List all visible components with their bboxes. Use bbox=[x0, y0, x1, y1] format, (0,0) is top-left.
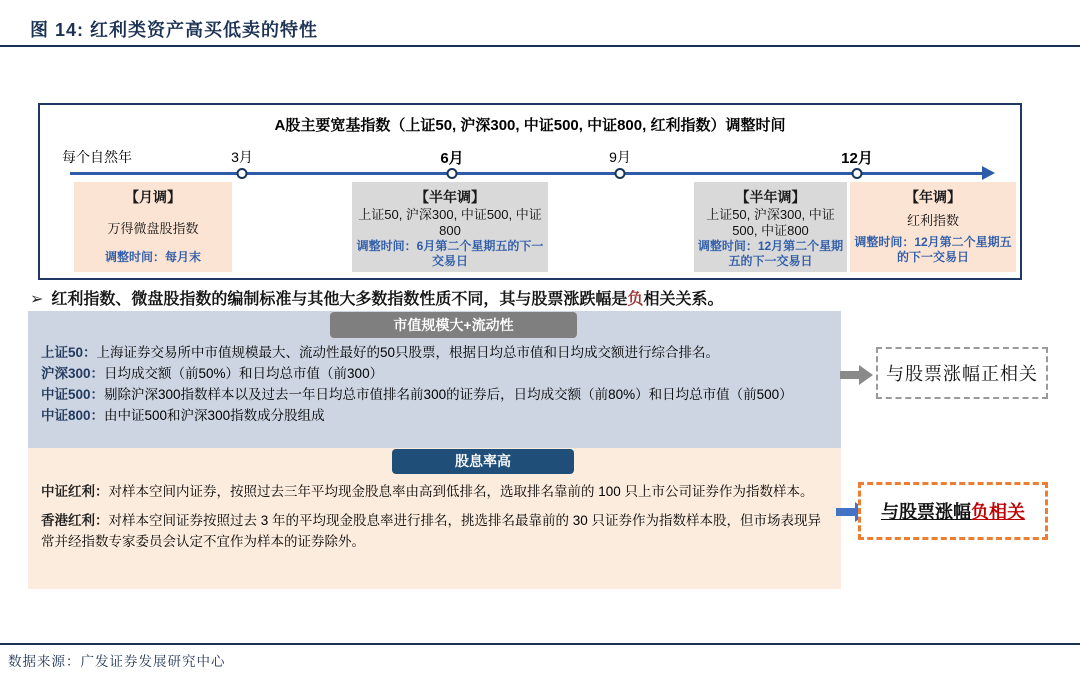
index-name: 沪深300： bbox=[41, 366, 105, 382]
index-description: 对样本空间证券按照过去 3 年的平均现金股息率进行排名，挑选排名最靠前的 30 只证券作为指数样本股，但市场表现异常并经指数专家委员会认定不宜作为样本的证券除外。 bbox=[41, 513, 822, 549]
negative-correlation-callout bbox=[858, 482, 1048, 540]
bullet-arrow-icon: ➢ bbox=[30, 291, 44, 308]
market-cap-liquidity-section bbox=[28, 311, 841, 448]
index-description: 上海证券交易所中市值规模最大、流动性最好的50只股票，根据日均总市值和日均成交额进行综合排名。 bbox=[96, 345, 720, 360]
month-label-june: 6月 bbox=[440, 150, 464, 167]
adjust-box-tag: 【半年调】 bbox=[735, 189, 806, 205]
index-description: 由中证500和沪深300指数成分股组成 bbox=[104, 408, 325, 424]
month-label-march: 3月 bbox=[231, 149, 253, 165]
timeline-panel-title: A股主要宽基指数（上证50, 沪深300, 中证500, 中证800, 红利指数）调整时间 bbox=[274, 117, 786, 134]
index-name: 上证50： bbox=[41, 345, 97, 360]
index-definition-hk-dividend bbox=[41, 511, 832, 552]
gray-right-arrow-icon bbox=[840, 363, 874, 387]
key-statement bbox=[30, 286, 845, 309]
index-name: 中证800： bbox=[41, 408, 105, 424]
dividend-yield-section bbox=[28, 448, 841, 589]
timeline-arrowhead-icon bbox=[982, 166, 995, 180]
index-definition-hs300 bbox=[41, 363, 832, 384]
index-definition-sse50 bbox=[41, 342, 832, 363]
source-divider bbox=[0, 643, 1080, 645]
adjust-box-body: 上证50, 沪深300, 中证500, 中证800 bbox=[358, 207, 542, 238]
adjust-box-time: 调整时间：12月第二个星期五的下一交易日 bbox=[854, 234, 1012, 265]
adjust-box-tag: 【半年调】 bbox=[415, 189, 485, 205]
statement-negative-word: 负 bbox=[627, 291, 644, 308]
market-cap-liquidity-text bbox=[41, 342, 832, 426]
index-description: 剔除沪深300指数样本以及过去一年日均总市值排名前300的证券后，日均成交额（前80%）和日均总市值（前500） bbox=[104, 387, 793, 403]
index-definition-zz-dividend bbox=[41, 482, 832, 502]
adjust-box-semiannual-december bbox=[694, 182, 847, 272]
statement-text: 红利指数、微盘股指数的编制标准与其他大多数指数性质不同，其与股票涨跌幅是 bbox=[51, 291, 628, 308]
index-name: 中证500： bbox=[41, 387, 105, 403]
positive-correlation-label: 与股票涨幅正相关 bbox=[886, 364, 1038, 384]
adjust-box-body: 红利指数 bbox=[906, 212, 959, 228]
market-cap-liquidity-badge: 市值规模大+流动性 bbox=[330, 312, 577, 338]
negative-correlation-red-label: 负相关 bbox=[971, 502, 1025, 522]
dividend-yield-text bbox=[41, 482, 832, 552]
timeline-node-june bbox=[447, 168, 458, 179]
timeline-panel bbox=[38, 103, 1022, 280]
timeline-axis-line bbox=[70, 172, 982, 175]
timeline-axis-label: 每个自然年 bbox=[62, 149, 132, 165]
timeline-node-september bbox=[615, 168, 626, 179]
statement-text-tail: 相关关系。 bbox=[643, 291, 724, 308]
adjust-box-body: 万得微盘股指数 bbox=[107, 220, 199, 236]
positive-correlation-callout bbox=[876, 347, 1048, 399]
adjust-box-time: 调整时间：6月第二个星期五的下一交易日 bbox=[356, 238, 544, 269]
index-name: 中证红利： bbox=[41, 484, 109, 499]
index-definition-zz500 bbox=[41, 384, 832, 405]
adjust-box-tag: 【月调】 bbox=[125, 189, 181, 205]
figure-title: 图 14: 红利类资产高买低卖的特性 bbox=[30, 20, 319, 40]
adjust-box-annual bbox=[850, 182, 1016, 272]
index-definition-zz800 bbox=[41, 405, 832, 426]
index-description: 对样本空间内证券，按照过去三年平均现金股息率由高到低排名，选取排名靠前的 100 只上市公司证券作为指数样本。 bbox=[108, 484, 814, 499]
adjust-box-body: 上证50, 沪深300, 中证500, 中证800 bbox=[706, 207, 835, 238]
adjust-box-time: 调整时间：12月第二个星期五的下一交易日 bbox=[697, 238, 844, 269]
adjust-box-time: 调整时间：每月末 bbox=[104, 250, 201, 265]
index-description: 日均成交额（前50%）和日均总市值（前300） bbox=[104, 366, 384, 382]
dividend-yield-badge: 股息率高 bbox=[392, 449, 574, 474]
timeline-node-march bbox=[237, 168, 248, 179]
adjust-box-monthly bbox=[74, 182, 232, 272]
adjust-box-tag: 【年调】 bbox=[905, 189, 961, 205]
month-label-september: 9月 bbox=[609, 149, 631, 165]
title-divider bbox=[0, 45, 1080, 47]
negative-correlation-label: 与股票涨幅 bbox=[881, 502, 971, 522]
index-name: 香港红利： bbox=[41, 513, 109, 529]
data-source: 数据来源：广发证券发展研究中心 bbox=[8, 654, 226, 669]
adjust-box-semiannual-june bbox=[352, 182, 548, 272]
timeline-node-december bbox=[852, 168, 863, 179]
month-label-december: 12月 bbox=[841, 150, 873, 167]
